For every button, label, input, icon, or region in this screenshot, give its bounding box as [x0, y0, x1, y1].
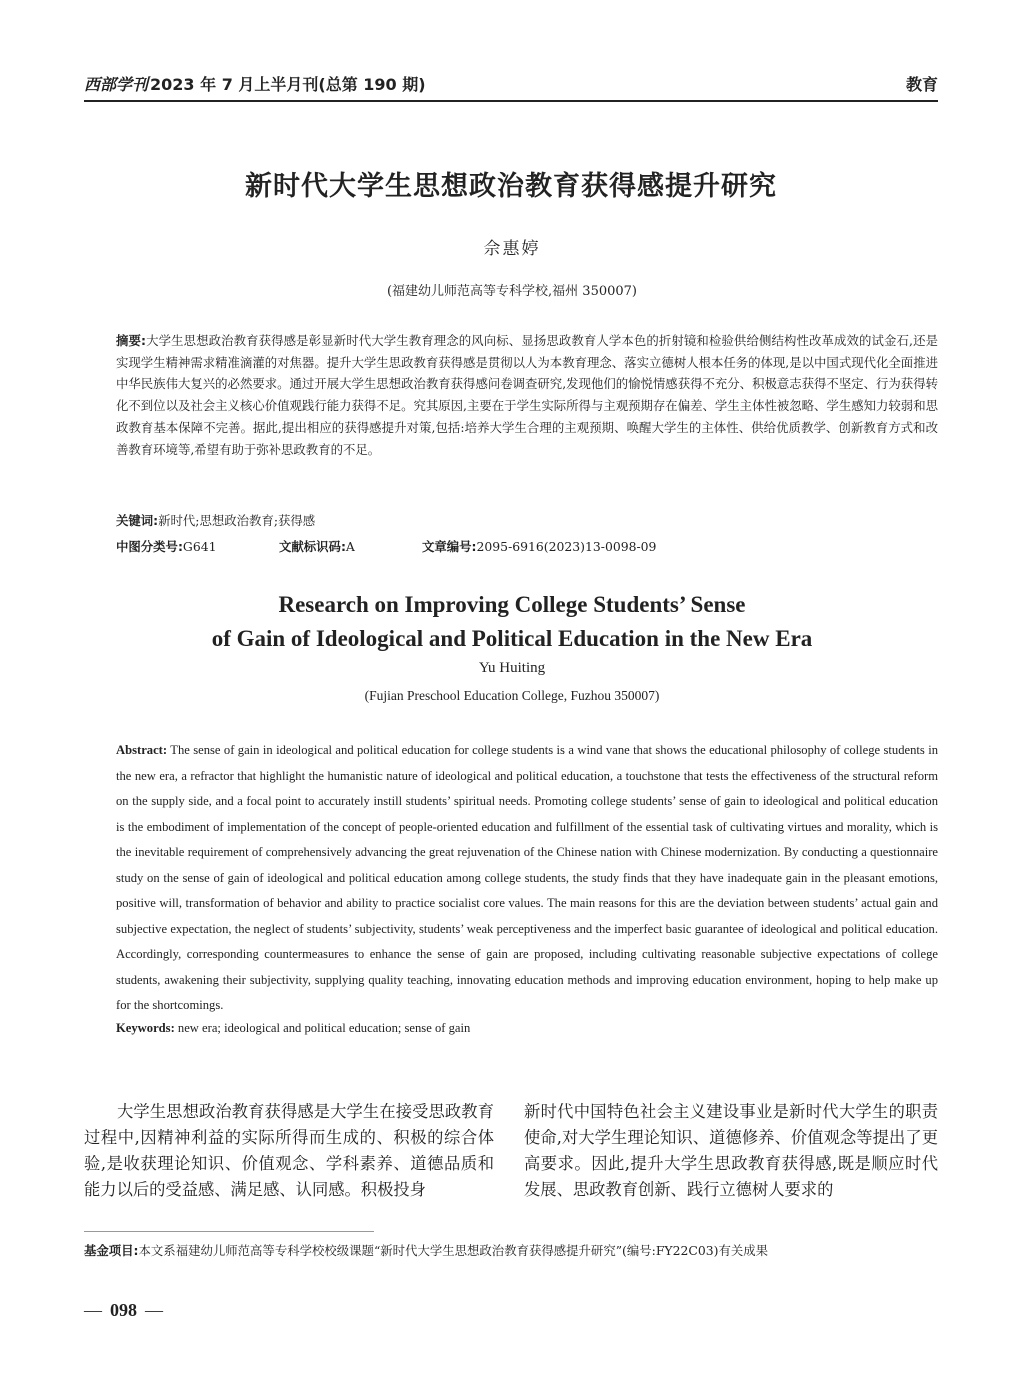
- abstract-cn: [84, 330, 938, 460]
- article-number: [422, 537, 656, 557]
- footnote-label: 基金项目:: [84, 1243, 139, 1258]
- abstract-cn-text: 大学生思想政治教育获得感是彰显新时代大学生教育理念的风向标、显扬思政教育人学本色的折射镜和检验供给侧结构性改革成效的试金石,还是实现学生精神需求精准滴灌的对焦器。提升大学生思政教育获得感是贯彻以人为本教育理念、落实立德树人根本任务的体现,是以中国式现代化全面推进中华民族伟大复兴的必然要求。通过开展大学生思想政治教育获得感问卷调查研究,发现他们的愉悦情感获得不充分、积极意志获得不坚定、行为获得转化不到位以及社会主义核心价值观践行能力获得不足。究其原因,主要在于学生实际所得与主观预期存在偏差、学生主体性被忽略、学生感知力较弱和思政教育基本保障不完善。据此,提出相应的获得感提升对策,包括:培养大学生合理的主观预期、唤醒大学生的主体性、供给优质教学、创新教育方式和改善教育环境等,希望有助于弥补思政教育的不足。: [116, 333, 938, 457]
- keywords-en: [116, 1018, 938, 1038]
- keywords-cn-label: 关键词:: [116, 513, 159, 528]
- page-number: [84, 1300, 163, 1321]
- article-title-cn: 新时代大学生思想政治教育获得感提升研究: [245, 171, 777, 202]
- footnote-divider: [84, 1231, 374, 1232]
- body-text-left-column: 大学生思想政治教育获得感是大学生在接受思政教育过程中,因精神利益的实际所得而生成的、积极的综合体验,是收获理论知识、价值观念、学科素养、道德品质和能力以后的受益感、满足感、认同感。积极投身: [84, 1102, 494, 1199]
- running-header: [84, 74, 938, 102]
- footnote-text: 本文系福建幼儿师范高等专科学校校级课题“新时代大学生思想政治教育获得感提升研究”(编号:FY22C03)有关成果: [138, 1243, 769, 1258]
- body-text-right-column: 新时代中国特色社会主义建设事业是新时代大学生的职责使命,对大学生理论知识、道德修养、价值观念等提出了更高要求。因此,提升大学生思政教育获得感,既是顺应时代发展、思政教育创新、践行立德树人要求的: [524, 1102, 938, 1199]
- clc-label: 中图分类号:: [116, 539, 183, 554]
- clc-value: G641: [182, 539, 217, 554]
- clc-number: [116, 537, 216, 557]
- affiliation-cn: (福建幼儿师范高等专科学校,福州 350007): [386, 284, 638, 299]
- keywords-en-text: new era; ideological and political education; sense of gain: [177, 1021, 471, 1035]
- page-dash-left: —: [84, 1300, 102, 1320]
- journal-logo: 西部学刊: [84, 75, 149, 94]
- section-label: 教育: [905, 75, 938, 94]
- doc-code-value: A: [345, 539, 355, 554]
- keywords-en-label: Keywords:: [116, 1021, 175, 1035]
- keywords-cn: [116, 511, 938, 531]
- keywords-cn-text: 新时代;思想政治教育;获得感: [158, 513, 316, 528]
- issue-label: 2023 年 7 月上半月刊(总第 190 期): [150, 75, 426, 94]
- abstract-en-label: Abstract:: [116, 743, 168, 757]
- article-number-label: 文章编号:: [422, 539, 477, 554]
- affiliation-en: (Fujian Preschool Education College, Fuzhou 350007): [364, 688, 660, 703]
- author-cn: 佘惠婷: [483, 239, 541, 259]
- doc-code: [279, 537, 355, 557]
- abstract-cn-label: 摘要:: [116, 333, 146, 348]
- abstract-en: [84, 738, 938, 1019]
- article-number-value: 2095-6916(2023)13-0098-09: [476, 539, 657, 554]
- title-en-line-2: of Gain of Ideological and Political Education in the New Era: [211, 626, 813, 651]
- author-en: Yu Huiting: [478, 660, 546, 676]
- doc-code-label: 文献标识码:: [279, 539, 346, 554]
- funding-footnote: [84, 1241, 938, 1261]
- title-en-line-1: Research on Improving College Students’ Sense: [278, 592, 746, 617]
- article-title-en: [0, 588, 1024, 656]
- page-number-value: 098: [110, 1300, 137, 1320]
- journal-issue-info: [84, 74, 426, 96]
- classification-row: [116, 537, 938, 557]
- abstract-en-text: The sense of gain in ideological and political education for college students is a wind vane that shows the educational philosophy of college students in the new era, a refractor that highlight the humanistic nature of ideological and political education, a touchstone that tests the effectiveness of the structural reform on the supply side, and a focal point to accurately instill students’ spiritual needs. Promoting college students’ sense of gain to ideological and political education is the embodiment of implementation of the concept of people-oriented education and fulfillment of the essential task of cultivating virtues and morality, which is the inevitable requirement of comprehensively advancing the great rejuvenation of the Chinese nation with Chinese modernization. By conducting a questionnaire study on the sense of gain of ideological and political education among college students, the study finds that they have inadequate gain in the pleasant emotions, positive will, transformation of behavior and ability to practice socialist core values. The main reasons for this are the deviation between students’ actual gain and subjective expectation, the neglect of students’ subjectivity, students’ weak perceptiveness and the imperfect basic guarantee of ideological and political education. Accordingly, corresponding countermeasures to enhance the sense of gain are proposed, including cultivating reasonable subjective expectations of college students, awakening their subjectivity, supplying quality teaching, innovating education methods and improving education environment, hoping to help make up for the shortcomings.: [116, 743, 939, 1012]
- page-dash-right: —: [145, 1300, 163, 1320]
